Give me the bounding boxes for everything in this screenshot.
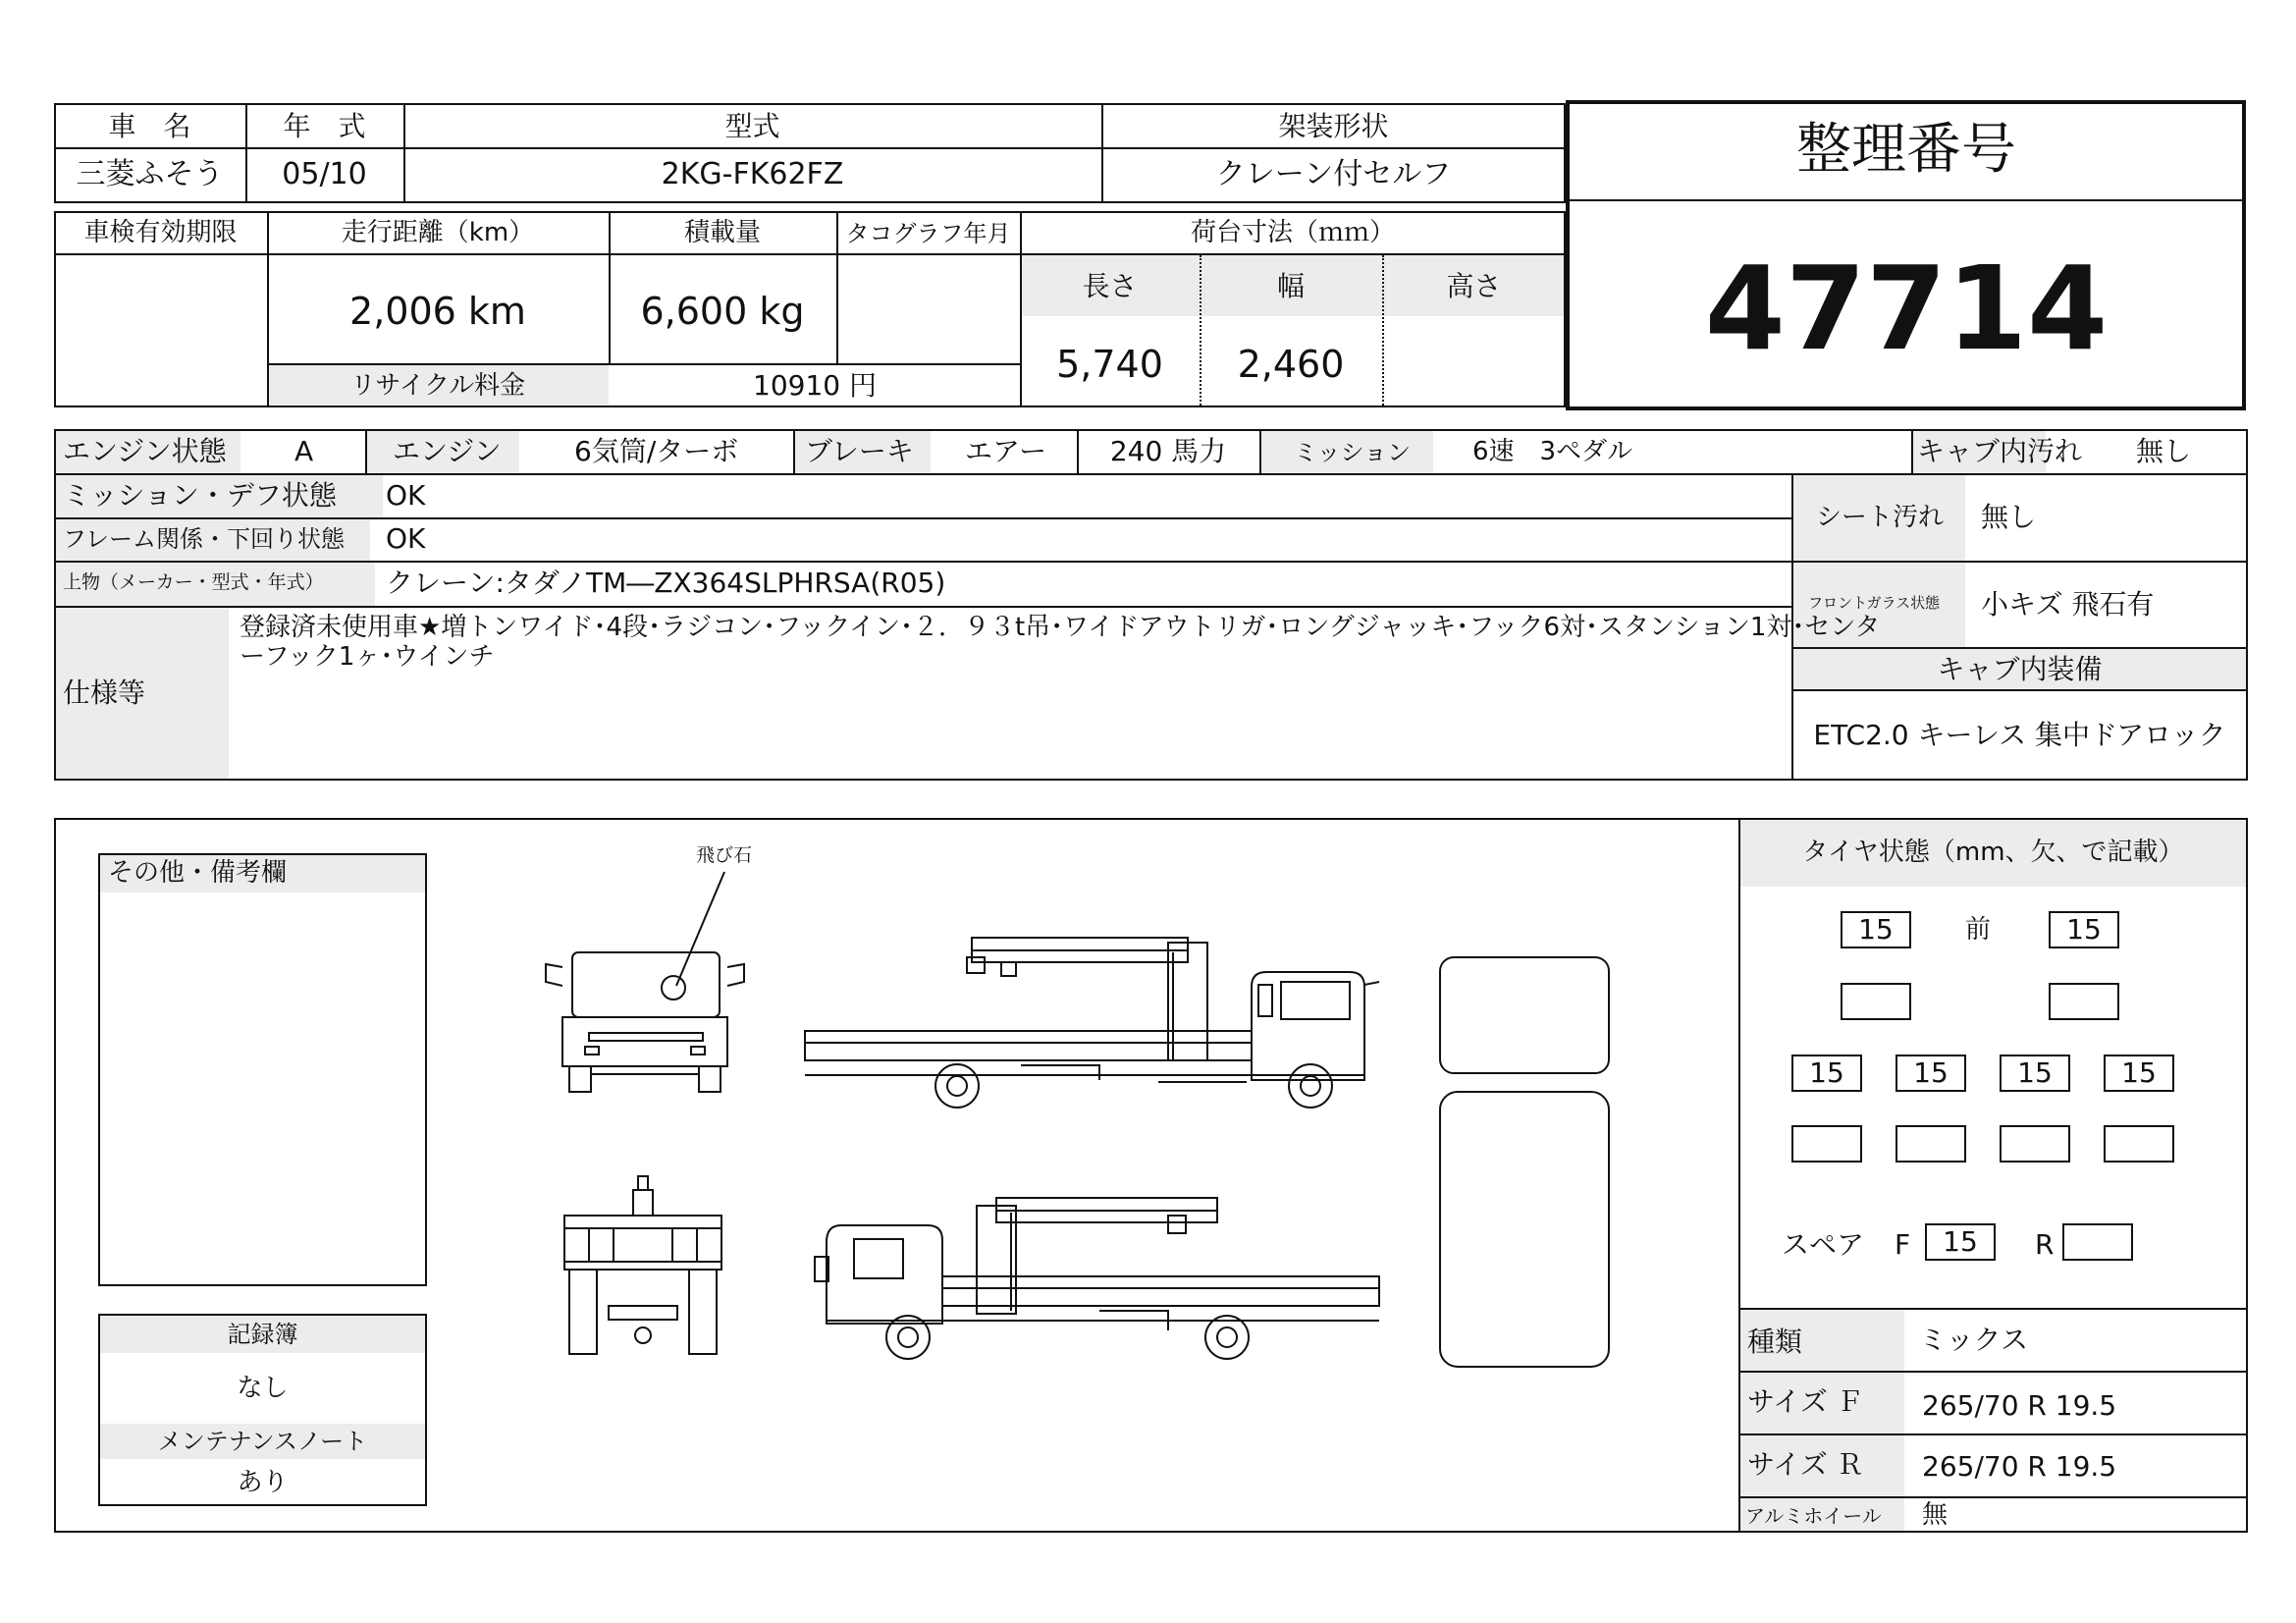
- frame-value: OK: [386, 522, 426, 555]
- cab-dirt-value: 無し: [2136, 435, 2192, 467]
- engine-label: エンジン: [393, 435, 502, 467]
- brake-value: エアー: [965, 435, 1047, 467]
- cab-dirt-label: キャブ内汚れ: [1917, 435, 2083, 467]
- bed-height-label: 高さ: [1446, 270, 1502, 302]
- front-label: 前: [1965, 915, 1992, 945]
- rear-tire-2: 15: [1896, 1055, 1966, 1092]
- tire-state-title: タイヤ状態（mm、欠、で記載）: [1802, 838, 2184, 867]
- damage-marker: [662, 976, 685, 1000]
- truck-side-view-1: [805, 938, 1379, 1108]
- tire-type-value: ミックス: [1919, 1324, 2029, 1356]
- engine-value: 6気筒/ターボ: [574, 435, 739, 467]
- car-name-label: 車 名: [108, 110, 191, 142]
- frame-label: フレーム関係・下回り状態: [63, 525, 346, 553]
- bed-width-value: 2,460: [1237, 343, 1345, 386]
- seat-dirt-value: 無し: [1981, 501, 2037, 533]
- tire-size-f-value: 265/70 R 19.5: [1922, 1389, 2117, 1422]
- tire-type-label: 種類: [1747, 1325, 1803, 1358]
- year-label: 年 式: [283, 110, 366, 142]
- upper-label: 上物（メーカー・型式・年式）: [63, 571, 324, 593]
- bed-width-label: 幅: [1276, 270, 1305, 302]
- mileage-value: 2,006 km: [349, 290, 526, 333]
- mission-diff-value: OK: [386, 479, 426, 512]
- inspection-label: 車検有効期限: [83, 218, 238, 247]
- spec-label: 仕様等: [63, 676, 146, 709]
- mission-value: 6速 3ペダル: [1472, 437, 1633, 466]
- record-book-value: なし: [237, 1374, 289, 1403]
- remarks-label: その他・備考欄: [108, 858, 288, 888]
- spare-f-label: F: [1895, 1228, 1911, 1261]
- alum-wheel-label: アルミホイール: [1745, 1504, 1882, 1528]
- truck-rear-view: [564, 1176, 721, 1354]
- model-value: 2KG-FK62FZ: [661, 157, 844, 191]
- ref-number-value: 47714: [1704, 241, 2109, 376]
- windshield-label: フロントガラス状態: [1808, 594, 1941, 612]
- payload-label: 積載量: [683, 218, 761, 247]
- rear-tire-1-extra: [1791, 1125, 1862, 1163]
- front-left-tire: 15: [1841, 911, 1911, 948]
- payload-value: 6,600 kg: [640, 290, 805, 333]
- maintenance-note-label: メンテナンスノート: [157, 1428, 368, 1455]
- spare-r-label: R: [2035, 1228, 2055, 1261]
- mission-diff-label: ミッション・デフ状態: [63, 479, 337, 512]
- engine-state-value: A: [294, 435, 314, 467]
- tacho-label: タコグラフ年月: [845, 220, 1011, 247]
- spec-line-1: 登録済未使用車★増トンワイド･4段･ラジコン･フックイン･２．９３t吊･ワイドアウトリガ･ロングジャッキ･フック6対･スタンション1対･センタ: [240, 613, 1881, 642]
- ref-number-label: 整理番号: [1796, 118, 2016, 182]
- rear-tire-1: 15: [1791, 1055, 1862, 1092]
- upper-value: クレーン:タダノTM―ZX364SLPHRSA(R05): [386, 567, 946, 599]
- bed-length-label: 長さ: [1082, 270, 1138, 302]
- windshield-value: 小キズ 飛石有: [1981, 588, 2155, 621]
- body-type-value: クレーン付セルフ: [1215, 157, 1452, 191]
- truck-front-view: [546, 952, 744, 1092]
- spec-line-2: ーフック1ヶ･ウインチ: [240, 642, 495, 672]
- truck-top-view-bed: [1440, 1092, 1609, 1367]
- mileage-label: 走行距離（km）: [341, 218, 535, 247]
- front-right-tire-extra: [2049, 983, 2119, 1020]
- tire-size-r-value: 265/70 R 19.5: [1922, 1450, 2117, 1483]
- recycle-value: 10910 円: [753, 369, 877, 402]
- recycle-label: リサイクル料金: [349, 371, 526, 401]
- record-book-label: 記録簿: [227, 1321, 298, 1348]
- bed-size-label: 荷台寸法（ｍｍ）: [1190, 218, 1395, 247]
- alum-wheel-value: 無: [1922, 1500, 1949, 1530]
- car-name-value: 三菱ふそう: [76, 157, 224, 191]
- truck-top-view-cab: [1440, 957, 1609, 1073]
- spare-label: スペア: [1782, 1228, 1865, 1261]
- model-label: 型式: [724, 110, 780, 142]
- rear-tire-4: 15: [2104, 1055, 2174, 1092]
- truck-side-view-2: [815, 1198, 1379, 1359]
- maintenance-note-value: あり: [237, 1468, 289, 1497]
- rear-tire-3: 15: [2000, 1055, 2070, 1092]
- rear-tire-3-extra: [2000, 1125, 2070, 1163]
- bed-length-value: 5,740: [1056, 343, 1163, 386]
- brake-label: ブレーキ: [805, 435, 914, 467]
- cab-equip-value: ETC2.0 キーレス 集中ドアロック: [1813, 719, 2226, 751]
- tire-size-f-label: サイズ Ｆ: [1747, 1385, 1864, 1418]
- mission-label: ミッション: [1294, 439, 1412, 466]
- damage-note-label: 飛び石: [696, 844, 753, 866]
- body-type-label: 架装形状: [1278, 110, 1389, 142]
- rear-tire-4-extra: [2104, 1125, 2174, 1163]
- tire-size-r-label: サイズ Ｒ: [1747, 1448, 1864, 1481]
- front-left-tire-extra: [1841, 983, 1911, 1020]
- year-value: 05/10: [282, 157, 367, 191]
- rear-tire-2-extra: [1896, 1125, 1966, 1163]
- spare-r-tire: [2062, 1223, 2133, 1261]
- front-right-tire: 15: [2049, 911, 2119, 948]
- cab-equip-label: キャブ内装備: [1937, 653, 2103, 685]
- horsepower-value: 240 馬力: [1109, 435, 1227, 467]
- engine-state-label: エンジン状態: [63, 435, 227, 467]
- spare-f-tire: 15: [1925, 1223, 1996, 1261]
- seat-dirt-label: シート汚れ: [1816, 503, 1945, 532]
